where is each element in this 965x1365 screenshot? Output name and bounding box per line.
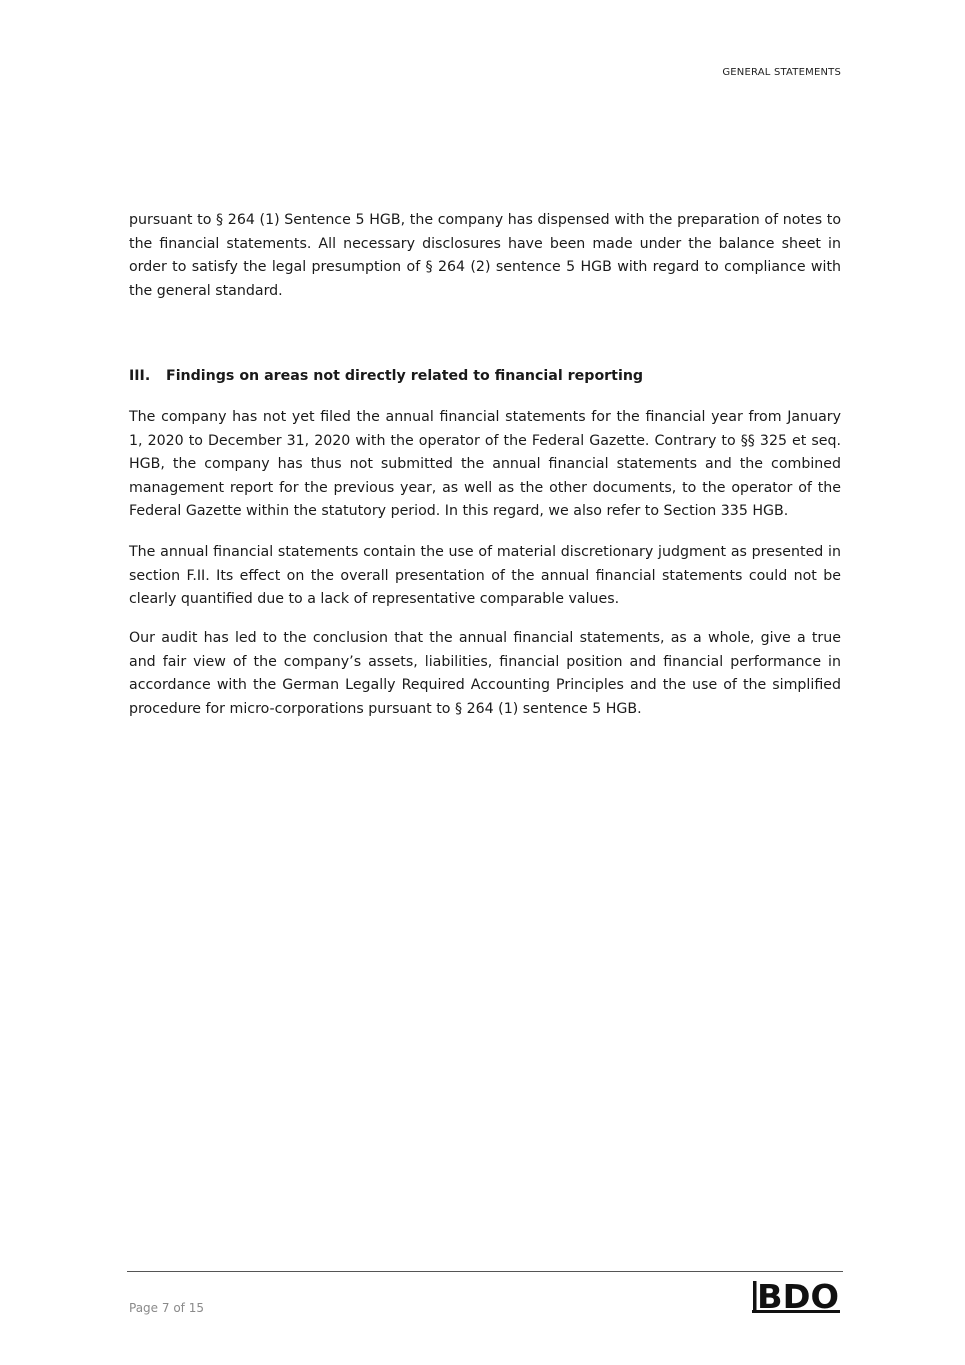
footer-divider — [127, 1271, 843, 1272]
paragraph-discretionary-judgment: The annual financial statements contain the use of material discretionary judgment as presented in section F.II. Its effect on the overall presentation of the annual financial statements could not be clearly quantified due to a lack of representative comparable values. — [129, 544, 841, 607]
bdo-logo — [752, 1279, 840, 1315]
page-number: Page 7 of 15 — [129, 1301, 204, 1315]
paragraph-filing-status: The company has not yet filed the annual financial statements for the financial year from January 1, 2020 to December 31, 2020 with the operator of the Federal Gazette. Contrary to §§ 325 et seq. HGB, the company has thus not submitted the annual financial statements and the combined management report for the previous year, as well as the other documents, to the operator of the Federal Gazette within the statutory period. In this regard, we also refer to Section 335 HGB. — [129, 409, 841, 519]
paragraph-notes-dispensed: pursuant to § 264 (1) Sentence 5 HGB, the company has dispensed with the preparation of notes to the financial statements. All necessary disclosures have been made under the balance sheet in order to satisfy the legal presumption of § 264 (2) sentence 5 HGB with regard to compliance with the general standard. — [129, 212, 841, 299]
running-header: GENERAL STATEMENTS — [722, 67, 841, 78]
paragraph-audit-conclusion: Our audit has led to the conclusion that the annual financial statements, as a whole, give a true and fair view of the company’s assets, liabilities, financial position and financial performance in accordance with the German Legally Required Accounting Principles and the use of the simplified procedure for micro-corporations pursuant to § 264 (1) sentence 5 HGB. — [129, 630, 841, 717]
section-number: III. — [129, 368, 151, 384]
section-heading — [129, 368, 643, 384]
section-title: Findings on areas not directly related to financial reporting — [166, 368, 644, 384]
logo-text: BDO — [757, 1279, 839, 1315]
